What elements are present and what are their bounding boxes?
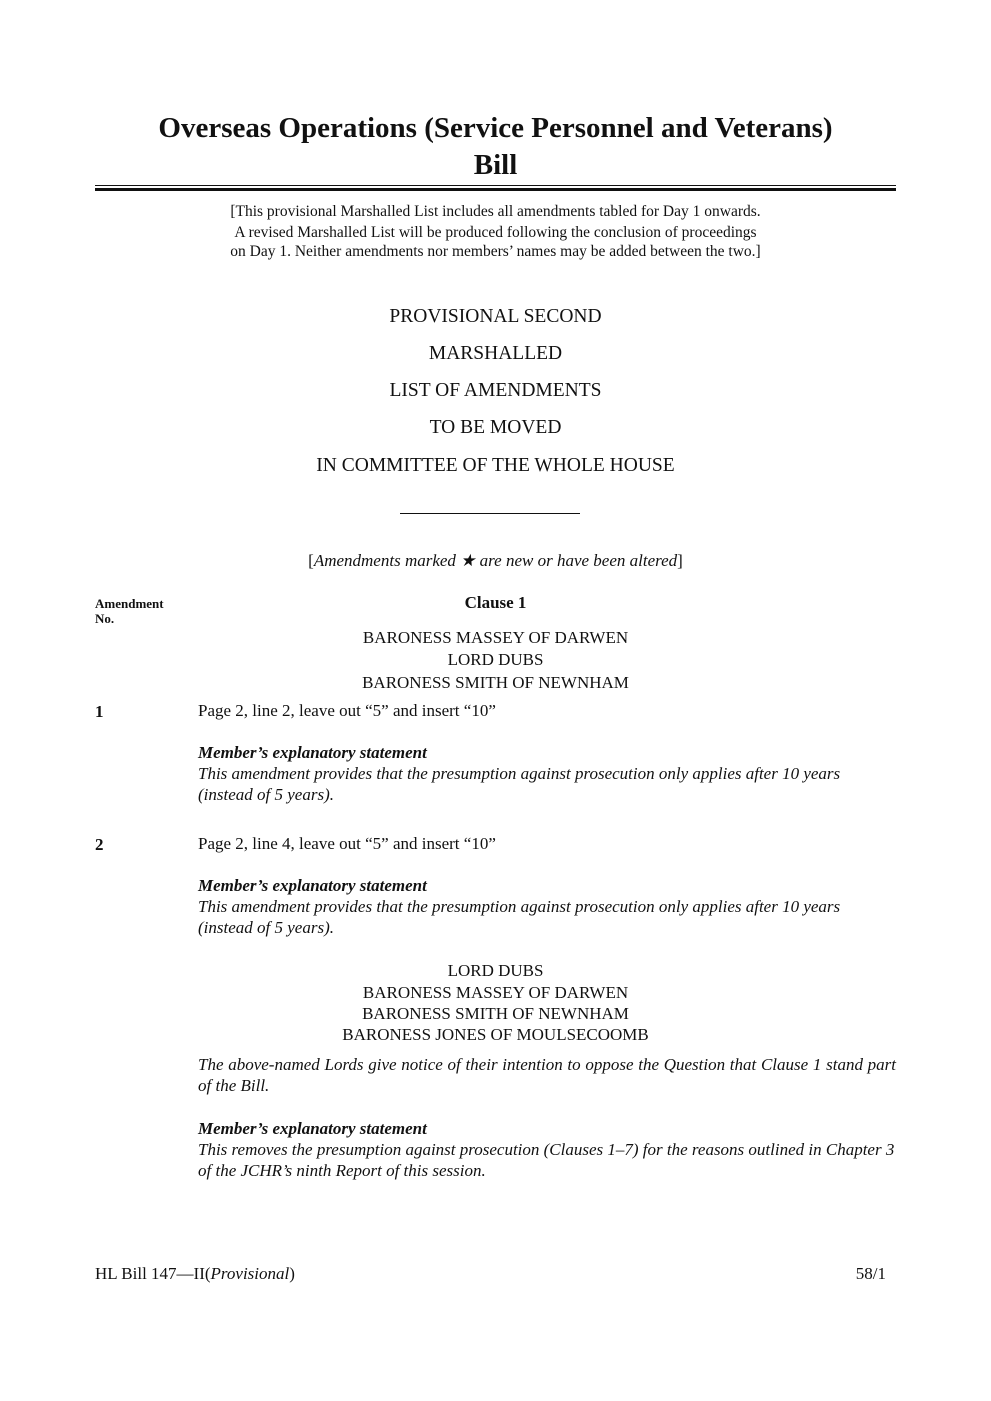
member-name: BARONESS SMITH OF NEWNHAM: [362, 673, 629, 692]
member-name: BARONESS MASSEY OF DARWEN: [362, 628, 629, 647]
title-rule-thick: [95, 188, 896, 191]
clause-heading: Clause 1: [464, 593, 527, 612]
bracket: [: [308, 551, 314, 570]
heading-line: MARSHALLED: [428, 343, 563, 364]
heading-line: IN COMMITTEE OF THE WHOLE HOUSE: [316, 455, 675, 476]
statement-text: This amendment provides that the presumption against prosecution only applies after 10 years (instead of 5 years).: [198, 897, 841, 937]
oppose-notice: The above-named Lords give notice of their intention to oppose the Question that Clause 1 stand part of the Bill.: [198, 1055, 896, 1095]
amendment-text: Page 2, line 2, leave out “5” and insert “10”: [198, 701, 496, 720]
bill-title-line1: Overseas Operations (Service Personnel and Veterans): [158, 112, 833, 144]
member-name: BARONESS MASSEY OF DARWEN: [362, 983, 629, 1002]
bill-ref-text: ): [289, 1264, 295, 1283]
member-name: BARONESS SMITH OF NEWNHAM: [362, 1004, 629, 1023]
bill-title-line2: Bill: [473, 149, 518, 181]
star-note-text: Amendments marked ★ are new or have been altered: [313, 551, 678, 570]
heading-line: LIST OF AMENDMENTS: [389, 380, 602, 401]
amendment-number: 2: [95, 835, 104, 854]
statement-title: Member’s explanatory statement: [198, 1119, 427, 1138]
bill-ref-provisional: Provisional: [210, 1264, 290, 1283]
title-rule-thin: [95, 185, 896, 186]
notice-line: [This provisional Marshalled List includes all amendments tabled for Day 1 onwards.: [230, 203, 761, 220]
amendment-text: Page 2, line 4, leave out “5” and insert “10”: [198, 834, 496, 853]
bill-reference: [95, 1263, 295, 1284]
star-note: [0, 550, 991, 572]
statement-title: Member’s explanatory statement: [198, 876, 427, 895]
label-line: Amendment: [95, 596, 164, 611]
heading-line: PROVISIONAL SECOND: [389, 306, 602, 327]
member-name: BARONESS JONES OF MOULSECOOMB: [342, 1025, 649, 1044]
bracket: ]: [677, 551, 683, 570]
amendment-number: 1: [95, 702, 104, 721]
heading-line: TO BE MOVED: [429, 417, 562, 438]
member-name: LORD DUBS: [447, 650, 544, 669]
statement-title: Member’s explanatory statement: [198, 743, 427, 762]
page-number: 58/1: [855, 1264, 886, 1283]
statement-text: This amendment provides that the presumption against prosecution only applies after 10 years (instead of 5 years).: [198, 764, 841, 804]
statement-text: This removes the presumption against prosecution (Clauses 1–7) for the reasons outlined in Chapter 3 of the JCHR’s ninth Report of this session.: [198, 1140, 895, 1180]
member-name: LORD DUBS: [447, 961, 544, 980]
notice-line: A revised Marshalled List will be produced following the conclusion of proceedings: [234, 224, 757, 241]
bill-ref-text: HL Bill 147—II(: [95, 1264, 211, 1283]
section-rule: [400, 513, 580, 514]
label-line: No.: [95, 611, 115, 626]
notice-line: on Day 1. Neither amendments nor members’ names may be added between the two.]: [230, 243, 761, 260]
